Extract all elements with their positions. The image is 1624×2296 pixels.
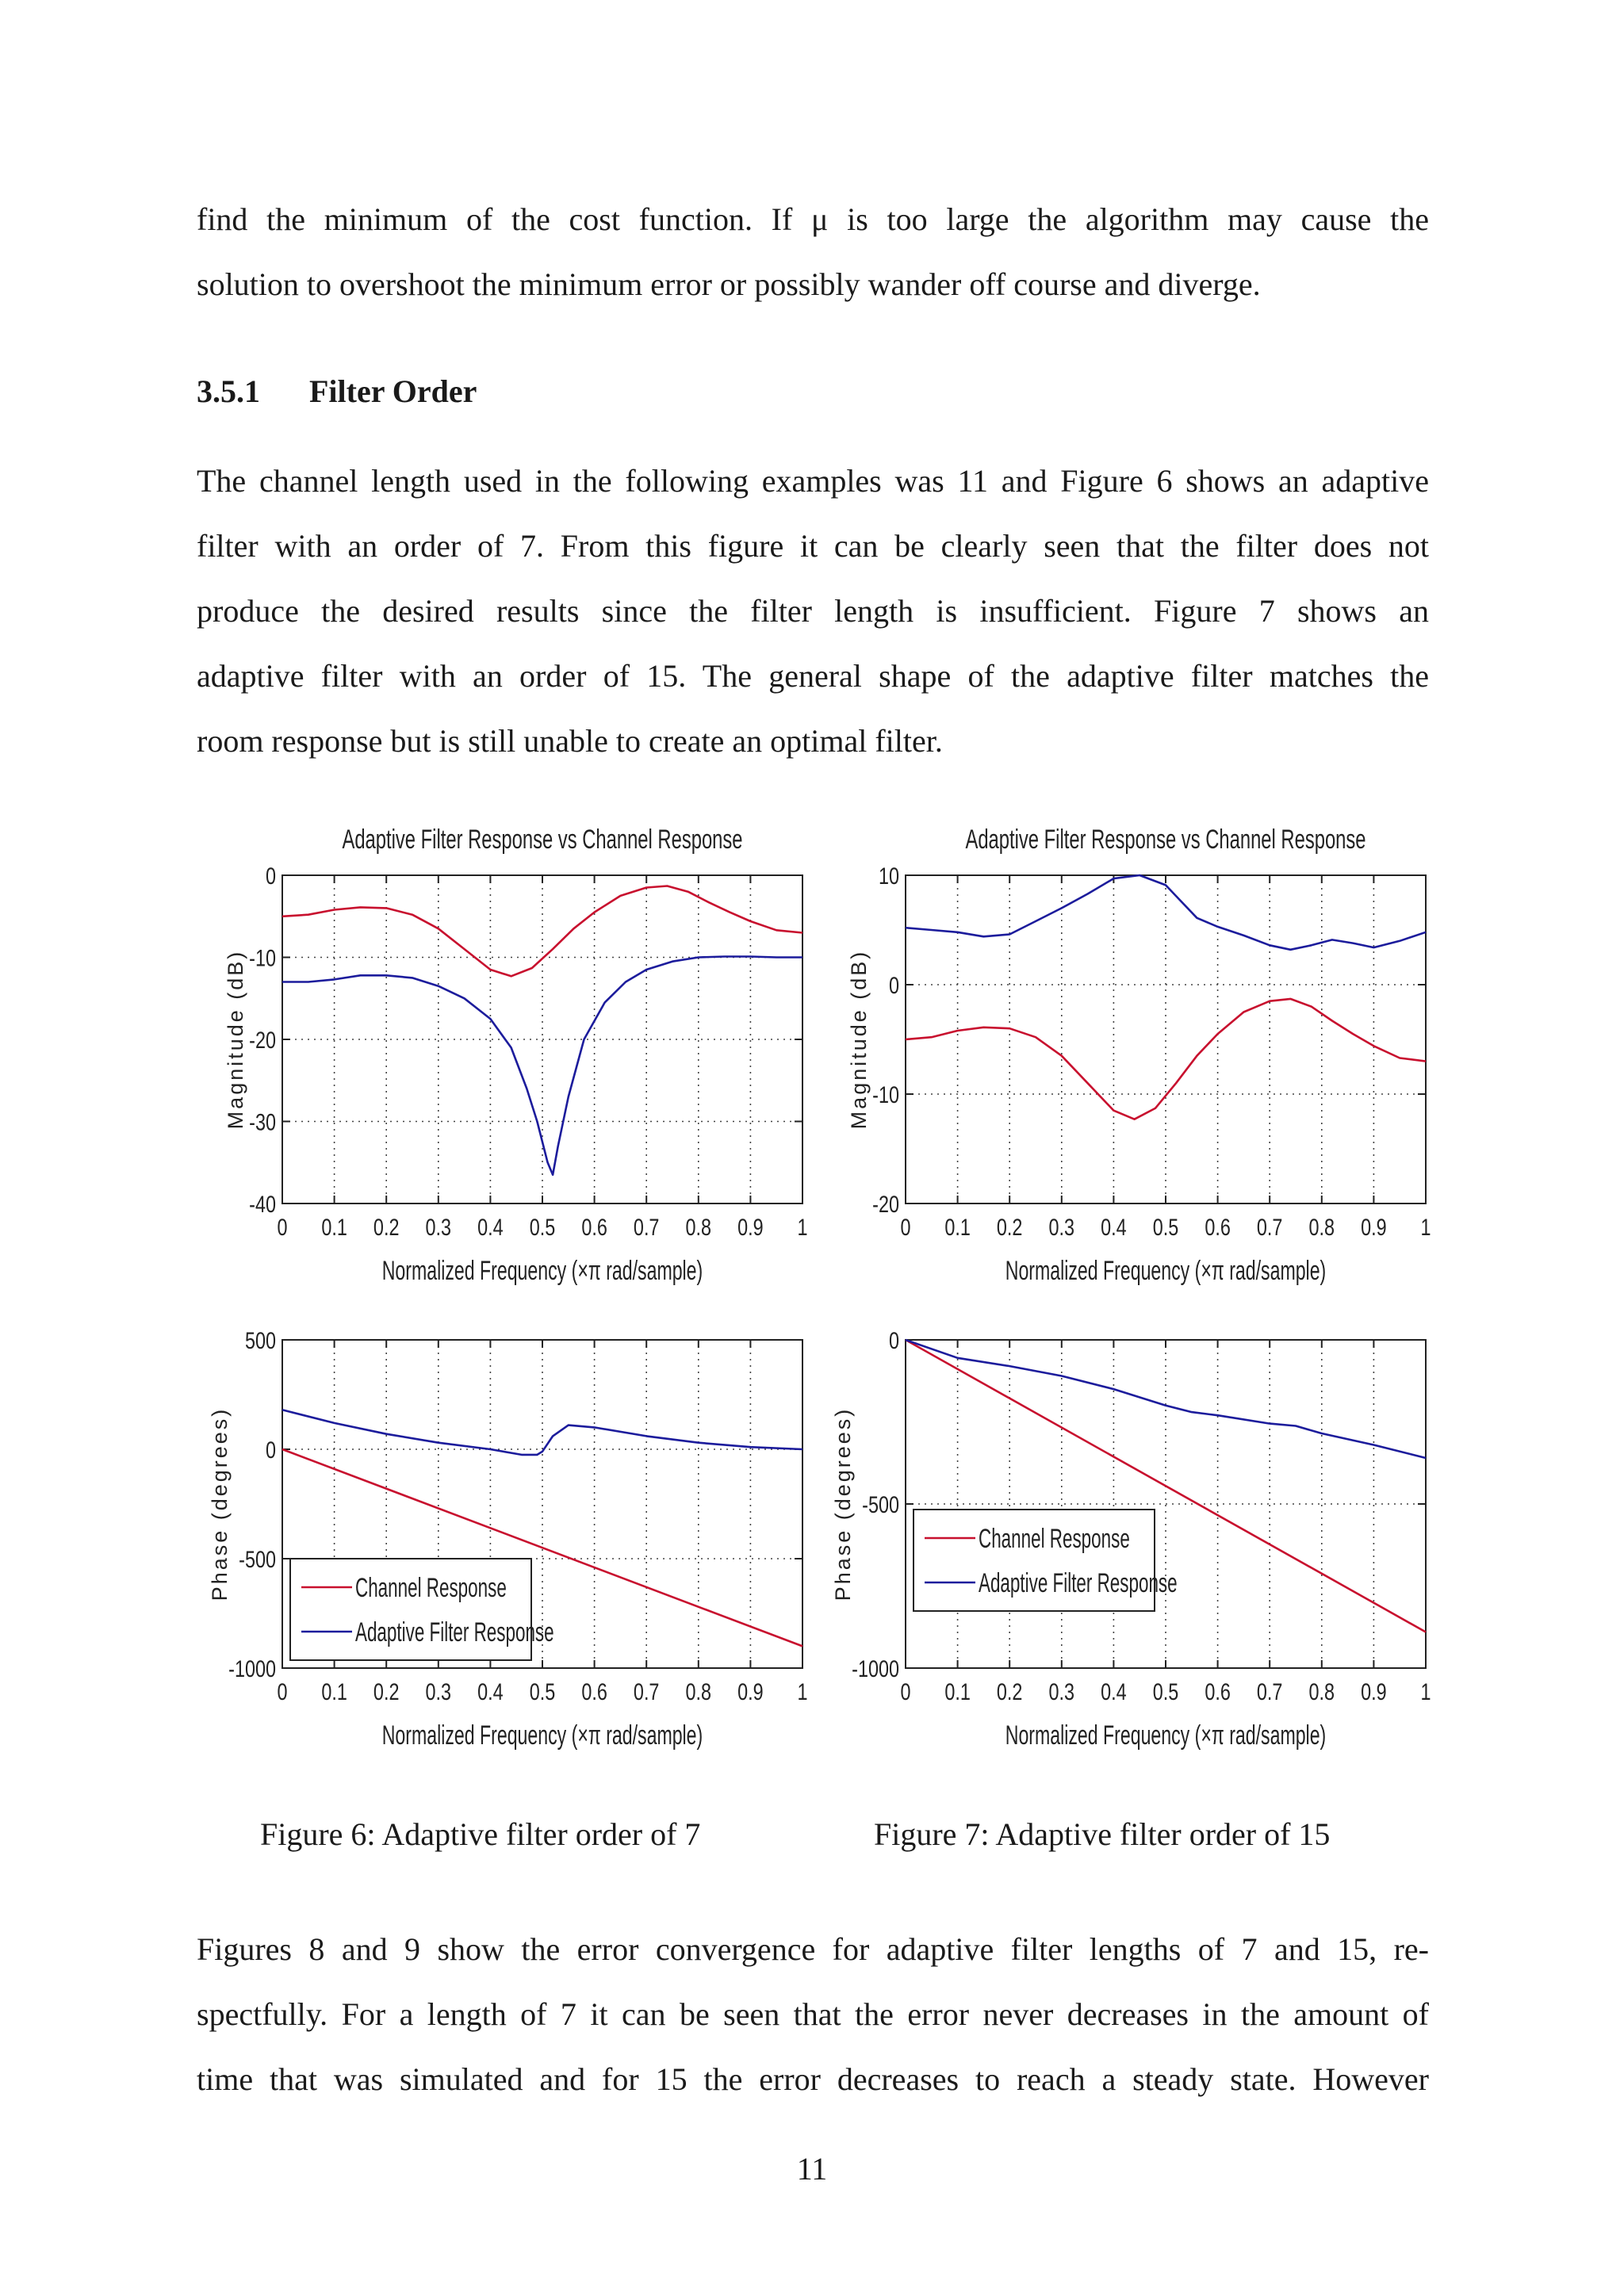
- x-tick-label: 0.9: [1361, 1214, 1387, 1241]
- x-tick-label: 0.4: [477, 1214, 504, 1241]
- y-axis-label: Phase (degrees): [831, 1406, 855, 1601]
- text-line: room response but is still unable to create an optimal filter.: [197, 723, 943, 759]
- chart-title: Adaptive Filter Response vs Channel Response: [342, 824, 743, 855]
- x-tick-label: 0.2: [373, 1214, 400, 1241]
- legend-label: Adaptive Filter Response: [979, 1568, 1178, 1599]
- x-tick-label: 1: [1420, 1678, 1431, 1705]
- y-tick-label: -10: [249, 944, 276, 972]
- x-axis-label: Normalized Frequency (×π rad/sample): [381, 1256, 703, 1287]
- x-tick-label: 0.5: [1152, 1678, 1179, 1705]
- x-tick-label: 0: [277, 1678, 288, 1705]
- x-tick-label: 1: [797, 1678, 808, 1705]
- x-tick-label: 0.2: [996, 1214, 1023, 1241]
- x-tick-label: 0.6: [581, 1678, 607, 1705]
- x-tick-label: 0.5: [1152, 1214, 1179, 1241]
- x-tick-label: 0.4: [1101, 1214, 1127, 1241]
- y-tick-label: -20: [872, 1191, 899, 1218]
- y-tick-label: -10: [872, 1081, 899, 1108]
- plot-frame: [906, 875, 1426, 1203]
- series-line-channel-response: [906, 999, 1426, 1119]
- y-tick-label: 10: [878, 863, 899, 890]
- x-tick-label: 0: [900, 1214, 911, 1241]
- y-tick-label: -1000: [852, 1655, 899, 1682]
- x-tick-label: 0.5: [529, 1214, 556, 1241]
- y-tick-label: 500: [244, 1327, 276, 1354]
- x-tick-label: 0: [277, 1214, 288, 1241]
- x-tick-label: 0.3: [425, 1678, 452, 1705]
- paragraph-2: [197, 449, 1429, 774]
- text-line: The channel length used in the following examples was 11 and Figure 6 shows an adaptive: [197, 463, 1429, 499]
- legend-label: Channel Response: [979, 1524, 1130, 1555]
- x-tick-label: 1: [797, 1214, 808, 1241]
- x-tick-label: 0.2: [373, 1678, 400, 1705]
- text-line: time that was simulated and for 15 the error decreases to reach a steady state. However: [197, 2061, 1429, 2097]
- x-tick-label: 0.4: [1101, 1678, 1127, 1705]
- y-tick-label: -500: [239, 1546, 276, 1573]
- fig7-phase-plot: [831, 1327, 1431, 1751]
- x-axis-label: Normalized Frequency (×π rad/sample): [381, 1720, 703, 1751]
- figure-6-caption: Figure 6: Adaptive filter order of 7: [260, 1816, 701, 1852]
- fig6-phase-plot: [208, 1327, 808, 1751]
- y-tick-label: -40: [249, 1191, 276, 1218]
- x-tick-label: 0.8: [1308, 1214, 1335, 1241]
- text-line: filter with an order of 7. From this figure it can be clearly seen that the filter does not: [197, 528, 1429, 564]
- fig6-mag-plot: [224, 825, 808, 1286]
- legend-label: Adaptive Filter Response: [355, 1617, 554, 1648]
- x-tick-label: 0.1: [944, 1678, 971, 1705]
- text-line: produce the desired results since the filter length is insufficient. Figure 7 shows an: [197, 593, 1429, 629]
- x-tick-label: 0.6: [1205, 1678, 1231, 1705]
- x-tick-label: 0.2: [996, 1678, 1023, 1705]
- legend: [290, 1559, 554, 1660]
- x-tick-label: 0.1: [321, 1678, 347, 1705]
- x-tick-label: 0.6: [1205, 1214, 1231, 1241]
- x-tick-label: 0.8: [685, 1678, 712, 1705]
- x-tick-label: 0.3: [1048, 1678, 1075, 1705]
- x-tick-label: 0.7: [633, 1678, 660, 1705]
- y-tick-label: -20: [249, 1027, 276, 1054]
- y-tick-label: 0: [888, 1327, 899, 1354]
- x-tick-label: 0.1: [944, 1214, 971, 1241]
- x-tick-label: 1: [1420, 1214, 1431, 1241]
- x-tick-label: 0: [900, 1678, 911, 1705]
- x-axis-label: Normalized Frequency (×π rad/sample): [1005, 1720, 1327, 1751]
- x-tick-label: 0.9: [737, 1678, 764, 1705]
- x-tick-label: 0.3: [1048, 1214, 1075, 1241]
- series-line-channel-response: [282, 886, 802, 977]
- chart-title: Adaptive Filter Response vs Channel Response: [965, 824, 1366, 855]
- x-tick-label: 0.6: [581, 1214, 607, 1241]
- y-tick-label: -30: [249, 1108, 276, 1136]
- figure-7-caption: Figure 7: Adaptive filter order of 15: [874, 1816, 1331, 1852]
- legend: [914, 1510, 1178, 1611]
- x-tick-label: 0.5: [529, 1678, 556, 1705]
- text-line: find the minimum of the cost function. If μ is too large the algorithm may cause the: [197, 201, 1429, 237]
- section-heading: [197, 373, 477, 410]
- y-tick-label: 0: [265, 863, 276, 890]
- x-tick-label: 0.9: [1361, 1678, 1387, 1705]
- paragraph-3: [197, 1917, 1429, 2112]
- x-tick-label: 0.4: [477, 1678, 504, 1705]
- x-tick-label: 0.3: [425, 1214, 452, 1241]
- page-number: 11: [796, 2151, 828, 2187]
- text-line: Figures 8 and 9 show the error convergence for adaptive filter lengths of 7 and 15, re-: [197, 1931, 1429, 1967]
- y-axis-label: Magnitude (dB): [847, 949, 871, 1130]
- x-axis-label: Normalized Frequency (×π rad/sample): [1005, 1256, 1327, 1287]
- y-tick-label: 0: [265, 1437, 276, 1464]
- x-tick-label: 0.9: [737, 1214, 764, 1241]
- series-line-adaptive-filter-response: [906, 875, 1426, 950]
- text-line: solution to overshoot the minimum error or possibly wander off course and diverge.: [197, 266, 1261, 302]
- x-tick-label: 0.1: [321, 1214, 347, 1241]
- x-tick-label: 0.8: [685, 1214, 712, 1241]
- paragraph-1: [197, 187, 1429, 317]
- x-tick-label: 0.7: [1256, 1214, 1283, 1241]
- section-title: Filter Order: [309, 373, 477, 409]
- text-line: spectfully. For a length of 7 it can be seen that the error never decreases in the amount of: [197, 1996, 1429, 2032]
- y-tick-label: 0: [888, 972, 899, 999]
- series-line-adaptive-filter-response: [906, 1340, 1426, 1458]
- x-tick-label: 0.8: [1308, 1678, 1335, 1705]
- figures-6-and-7: [0, 793, 1624, 1776]
- y-axis-label: Magnitude (dB): [224, 949, 247, 1130]
- x-tick-label: 0.7: [1256, 1678, 1283, 1705]
- section-number: 3.5.1: [197, 373, 260, 409]
- x-tick-label: 0.7: [633, 1214, 660, 1241]
- legend-label: Channel Response: [355, 1573, 507, 1604]
- text-line: adaptive filter with an order of 15. The general shape of the adaptive filter matches the: [197, 658, 1429, 694]
- fig7-mag-plot: [847, 825, 1431, 1286]
- y-axis-label: Phase (degrees): [208, 1406, 232, 1601]
- y-tick-label: -1000: [228, 1655, 276, 1682]
- y-tick-label: -500: [862, 1491, 899, 1518]
